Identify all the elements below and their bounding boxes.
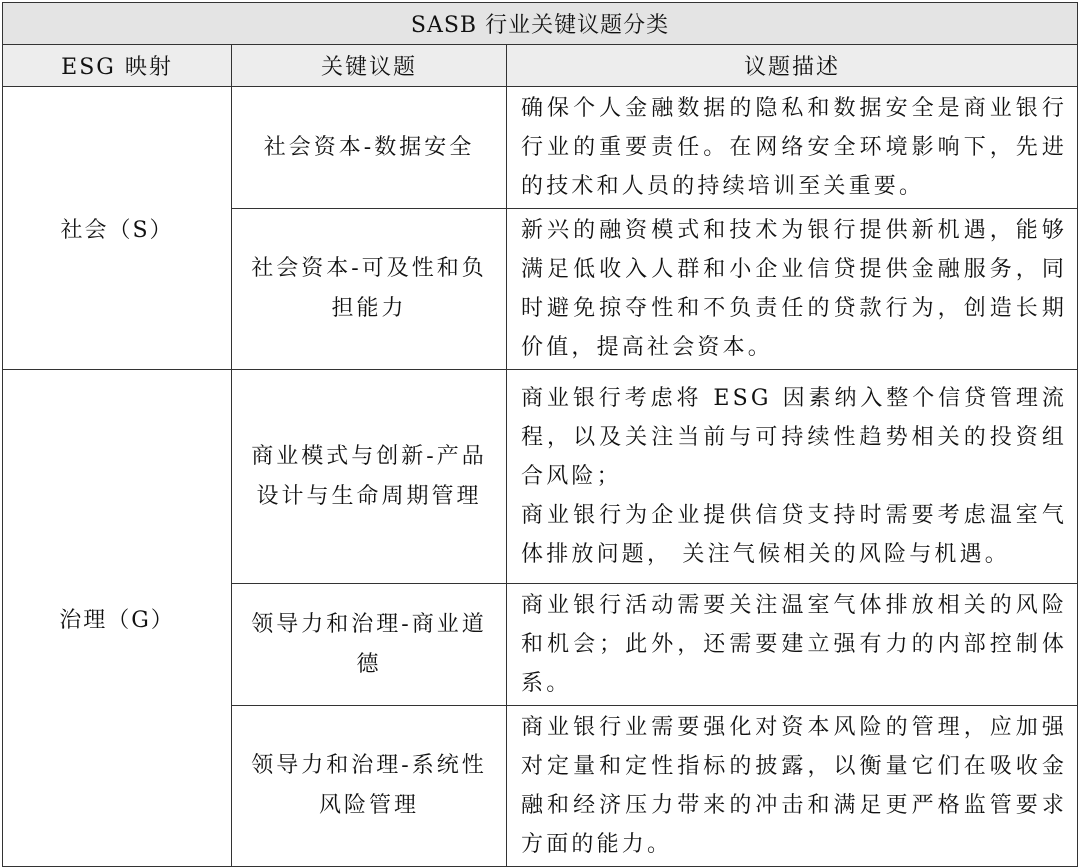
description-paragraph: 商业银行为企业提供信贷支持时需要考虑温室气体排放问题， 关注气候相关的风险与机遇。 — [521, 503, 1068, 567]
description-data-security — [507, 87, 1078, 209]
table-header-row — [3, 45, 1078, 87]
issue-systemic-risk-management: 领导力和治理-系统性风险管理 — [232, 706, 507, 867]
issue-business-ethics: 领导力和治理-商业道德 — [232, 584, 507, 706]
category-social: 社会（S） — [3, 87, 232, 370]
table-row — [3, 370, 1078, 584]
description-paragraph: 商业银行考虑将 ESG 因素纳入整个信贷管理流程，以及关注当前与可持续性趋势相关的投资组合风险； — [521, 386, 1068, 489]
description-paragraph: 新兴的融资模式和技术为银行提供新机遇，能够满足低收入人群和小企业信贷提供金融服务，同时避免掠夺性和不负责任的贷款行为，创造长期价值，提高社会资本。 — [521, 218, 1068, 360]
description-product-design-lifecycle — [507, 370, 1078, 584]
header-esg-mapping: ESG 映射 — [3, 45, 232, 87]
description-business-ethics — [507, 584, 1078, 706]
description-paragraph: 商业银行业需要强化对资本风险的管理，应加强对定量和定性指标的披露，以衡量它们在吸收金融和经济压力带来的冲击和满足更严格监管要求方面的能力。 — [521, 715, 1068, 857]
description-paragraph: 确保个人金融数据的隐私和数据安全是商业银行行业的重要责任。在网络安全环境影响下，先进的技术和人员的持续培训至关重要。 — [521, 96, 1068, 199]
category-governance: 治理（G） — [3, 370, 232, 867]
description-access-affordability — [507, 209, 1078, 370]
description-systemic-risk-management — [507, 706, 1078, 867]
table-title-row — [3, 3, 1078, 45]
table-title: SASB 行业关键议题分类 — [3, 3, 1078, 45]
header-key-issue: 关键议题 — [232, 45, 507, 87]
issue-access-affordability: 社会资本-可及性和负担能力 — [232, 209, 507, 370]
table-row — [3, 87, 1078, 209]
issue-data-security: 社会资本-数据安全 — [232, 87, 507, 209]
issue-product-design-lifecycle: 商业模式与创新-产品设计与生命周期管理 — [232, 370, 507, 584]
header-description: 议题描述 — [507, 45, 1078, 87]
sasb-issue-table — [2, 2, 1078, 867]
description-paragraph: 商业银行活动需要关注温室气体排放相关的风险和机会；此外，还需要建立强有力的内部控制体系。 — [521, 593, 1068, 696]
